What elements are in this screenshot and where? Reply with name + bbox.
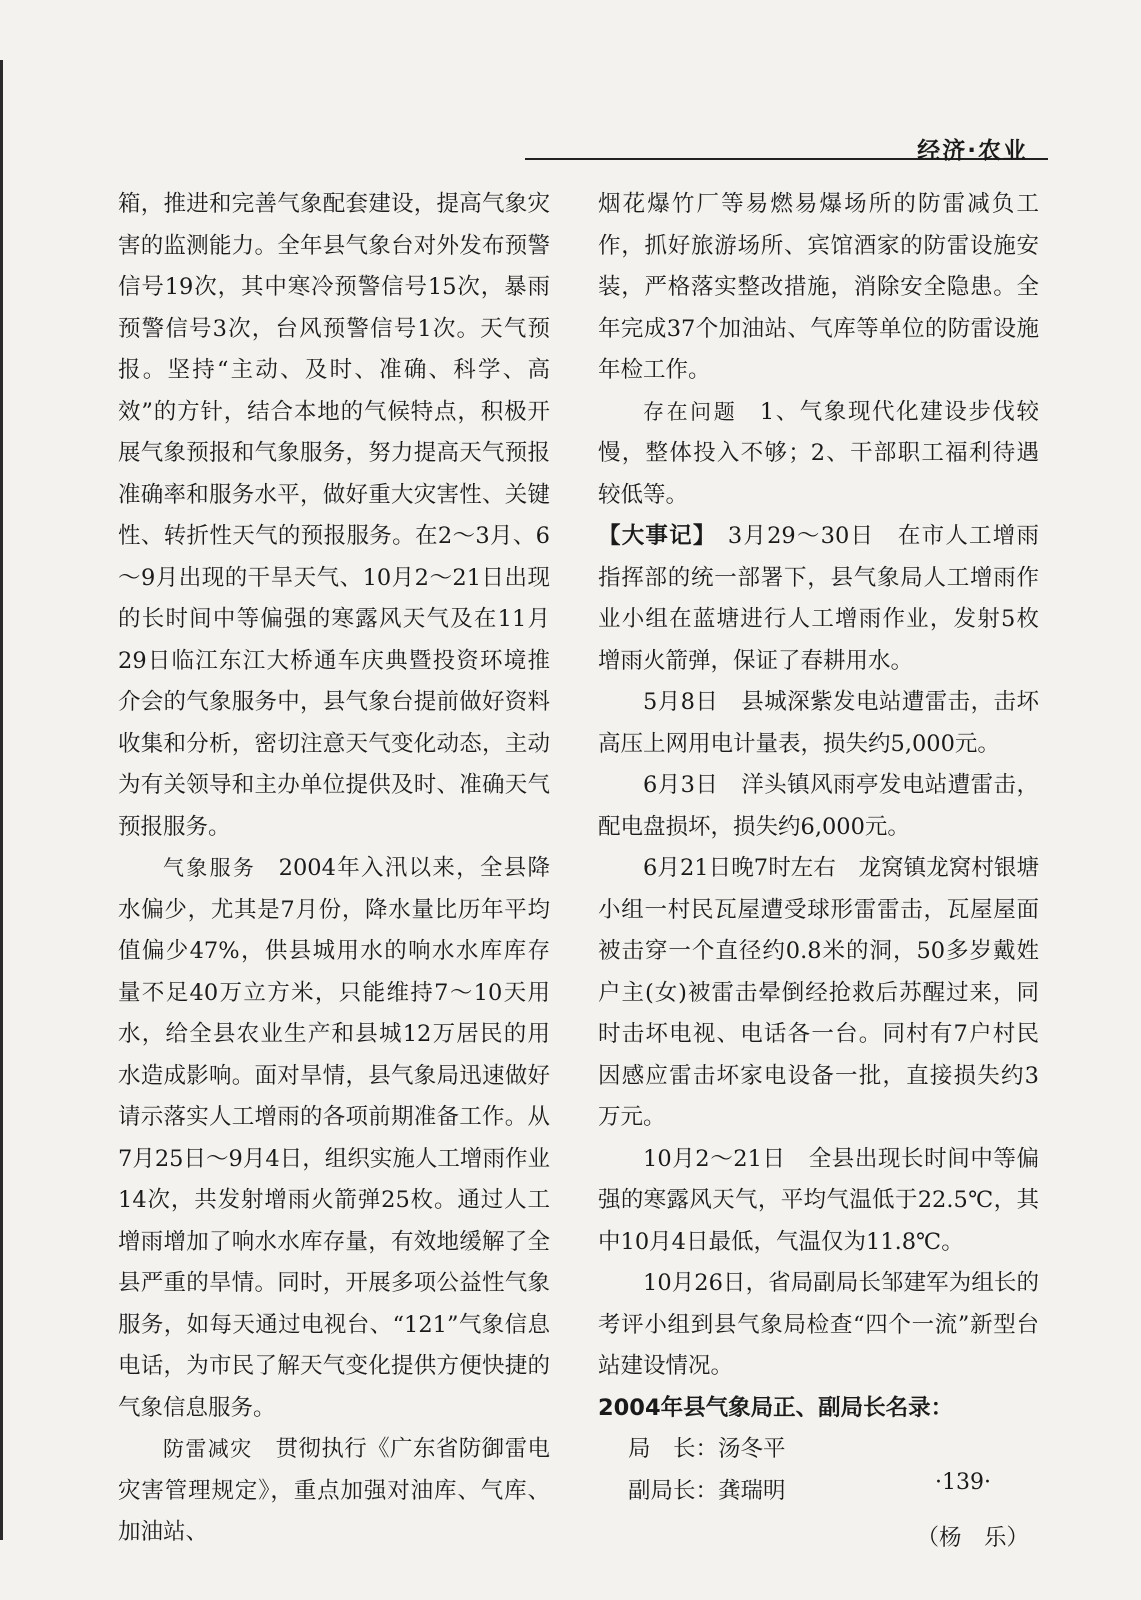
author-credit: （杨 乐） xyxy=(916,1525,1029,1551)
event-date: 6月3日 xyxy=(643,772,719,798)
page-header xyxy=(525,118,1048,164)
paragraph: 箱，推进和完善气象配套建设，提高气象灾害的监测能力。全年县气象台对外发布预警信号19次，其中寒冷预警信号15次，暴雨预警信号3次，台风预警信号1次。天气预报。坚持“主动、及时、准确、科学、高效”的方针，结合本地的气候特点，积极开展气象预报和气象服务，努力提高天气预报准确率和服务水平，做好重大灾害性、关键性、转折性天气的预报服务。在2～3月、6～9月出现的干旱天气、10月2～21日出现的长时间中等偏强的寒露风天气及在11月29日临江东江大桥通车庆典暨投资环境推介会的气象服务中，县气象台提前做好资料收集和分析，密切注意天气变化动态，主动为有关领导和主办单位提供及时、准确天气预报服务。 xyxy=(118,191,550,840)
event-date: 5月8日 xyxy=(643,689,719,715)
paragraph-lead: 气象服务 xyxy=(163,856,257,880)
page-number: ·139· xyxy=(935,1470,991,1495)
paragraph-lead: 防雷减灾 xyxy=(163,1437,253,1461)
paragraph-text: 2004年入汛以来，全县降水偏少，尤其是7月份，降水量比历年平均值偏少47%，供县城用水的响水水库库存量不足40万立方米，只能维持7～10天用水，给全县农业生产和县城12万居民的用水造成影响。面对旱情，县气象局迅速做好请示落实人工增雨的各项前期准备工作。从7月25日～9月4日，组织实施人工增雨作业14次，共发射增雨火箭弹25枚。通过人工增雨增加了响水水库存量，有效地缓解了全县严重的旱情。同时，开展多项公益性气象服务，如每天通过电视台、“121”气象信息电话，为市民了解天气变化提供方便快捷的气象信息服务。 xyxy=(118,855,551,1421)
event-date: 6月21日晚7时左右 xyxy=(643,855,836,881)
left-column xyxy=(118,184,550,1554)
paragraph xyxy=(598,1139,1039,1264)
list-item: 副局长：龚瑞明 xyxy=(628,1477,786,1504)
paragraph xyxy=(118,848,550,1429)
paragraph: 烟花爆竹厂等易燃易爆场所的防雷减负工作，抓好旅游场所、宾馆酒家的防雷设施安装，严格落实整改措施，消除安全隐患。全年完成37个加油站、气库等单位的防雷设施年检工作。 xyxy=(598,191,1039,383)
list-item: 局 长：汤冬平 xyxy=(628,1436,786,1462)
paragraph-text: 全县出现长时间中等偏强的寒露风天气，平均气温低于22.5℃，其中10月4日最低，气温仅为11.8℃。 xyxy=(598,1145,1039,1255)
paragraph xyxy=(598,765,1039,848)
paragraph xyxy=(598,682,1039,765)
paragraph xyxy=(598,848,1039,1139)
paragraph-text: 洋头镇风雨亭发电站遭雷击，配电盘损坏，损失约6,000元。 xyxy=(598,772,1039,840)
paragraph-text: 龙窝镇龙窝村银塘小组一村民瓦屋遭受球形雷雷击，瓦屋屋面被击穿一个直径约0.8米的洞，50多岁戴姓户主(女)被雷击晕倒经抢救后苏醒过来，同时击坏电视、电话各一台。同村有7户村民因感应雷击坏家电设备一批，直接损失约3万元。 xyxy=(598,855,1039,1130)
paragraph: 10月26日，省局副局长邹建军为组长的考评小组到县气象局检查“四个一流”新型台站建设情况。 xyxy=(598,1270,1039,1379)
paragraph xyxy=(598,516,1039,682)
paragraph xyxy=(118,1429,550,1554)
paragraph-text: 在市人工增雨指挥部的统一部署下，县气象局人工增雨作业小组在蓝塘进行人工增雨作业，发射5枚增雨火箭弹，保证了春耕用水。 xyxy=(598,523,1039,674)
list-heading: 2004年县气象局正、副局长名录： xyxy=(598,1394,954,1421)
paragraph-text: 1、气象现代化建设步伐较慢，整体投入不够；2、干部职工福利待遇较低等。 xyxy=(598,398,1039,508)
chronicle-heading: 【大事记】 xyxy=(598,523,717,549)
event-date: 3月29～30日 xyxy=(727,523,875,549)
right-column xyxy=(598,184,1039,1560)
section-title: 经济·农业 xyxy=(917,138,1028,164)
paragraph-text: 贯彻执行《广东省防御雷电灾害管理规定》，重点加强对油库、气库、加油站、 xyxy=(118,1436,550,1545)
paragraph-lead: 存在问题 xyxy=(643,399,738,424)
event-date: 10月2～21日 xyxy=(643,1145,786,1172)
paragraph xyxy=(598,392,1039,517)
paragraph-text: 县城深紫发电站遭雷击，击坏高压上网用电计量表，损失约5,000元。 xyxy=(598,689,1039,757)
scan-edge-line xyxy=(0,60,3,1540)
